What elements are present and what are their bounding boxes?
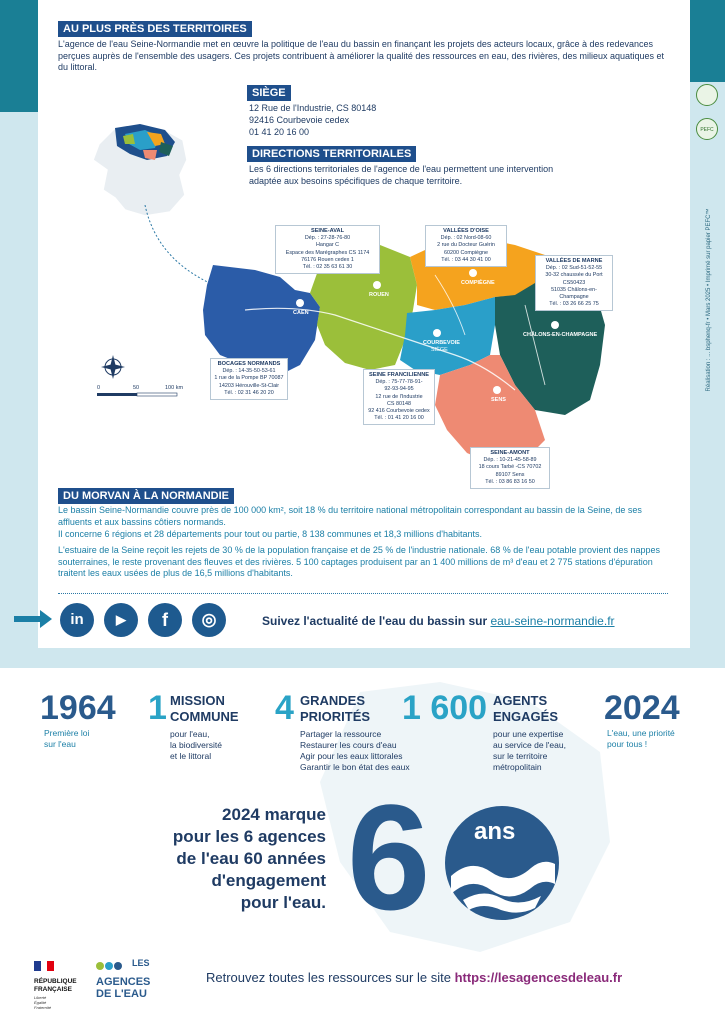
- territoires-title: AU PLUS PRÈS DES TERRITOIRES: [58, 21, 252, 37]
- anniversary-text: 2024 marque pour les 6 agences de l'eau 60 années d'engagement pour l'eau.: [172, 805, 326, 912]
- facebook-button[interactable]: [148, 603, 182, 637]
- territoires-text: L'agence de l'eau Seine-Normandie met en œuvre la politique de l'eau du bassin en finançant les projets des acteurs locaux, grâce à des redevances perçues auprès de l'ensemble des usagers. Ces projets contribuent à améliorer la qualité des ressources en eau, des rivières, des milieux aquatiques et du littoral.: [58, 39, 665, 72]
- label-logo-icon: [696, 84, 718, 106]
- drops-icon: [96, 961, 128, 971]
- stat-4-head-1: GRANDES: [300, 693, 366, 708]
- city-chalons: CHÂLONS-EN-CHAMPAGNE: [523, 332, 598, 338]
- stat-1-head-2: COMMUNE: [170, 709, 239, 724]
- morvan-title: DU MORVAN À LA NORMANDIE: [58, 488, 234, 504]
- stat-1964-sub: Première loi sur l'eau: [44, 728, 90, 749]
- city-courbevoie: COURBEVOIE: [423, 340, 460, 346]
- basin-map: [95, 215, 615, 485]
- map-scale-0: 0: [97, 385, 101, 391]
- teal-accent-left: [0, 0, 38, 112]
- youtube-icon: ▶: [116, 612, 126, 627]
- footer-text: Retrouvez toutes les ressources sur le site https://lesagencesdeleau.fr: [206, 970, 623, 985]
- city-compiegne: COMPIÈGNE: [461, 280, 495, 286]
- city-caen: CAEN: [293, 310, 309, 316]
- map-scale-100: 100 km: [165, 385, 184, 391]
- box-seine-aval: SEINE-AVAL Dép. : 27-28-76-80 Hangar C Espace des Marégraphes CS 1174 76176 Rouen cedex 1 Tél. : 02 35 63 61 30: [275, 225, 380, 274]
- sixty-six: 6: [347, 773, 431, 941]
- stat-4-sub: Partager la ressource Restaurer les cours d'eau Agir pour les eaux littorales Garantir le bon état des eaux: [300, 729, 410, 772]
- linkedin-icon: in: [70, 611, 84, 628]
- stat-1600-agents: 1 600: [402, 689, 488, 727]
- basin-website-link[interactable]: eau-seine-normandie.fr: [490, 614, 615, 628]
- stat-1-sub: pour l'eau, la biodiversité et le littoral: [170, 729, 222, 761]
- agences-website-link[interactable]: https://lesagencesdeleau.fr: [454, 970, 623, 985]
- directions-text: Les 6 directions territoriales de l'agence de l'eau permettent une intervention adaptée aux besoins spécifiques de chaque territoire.: [249, 164, 554, 186]
- arrow-right-icon: [14, 608, 54, 630]
- city-rouen: ROUEN: [369, 292, 389, 298]
- siege-phone: 01 41 20 16 00: [249, 127, 310, 137]
- morvan-text-1: Le bassin Seine-Normandie couvre près de 100 000 km², soit 18 % du territoire national métropolitain correspondant au bassin de la Seine, de ses affluents et aux bassins côtiers normands.: [58, 505, 642, 527]
- stat-1600-sub: pour une expertise au service de l'eau, sur le territoire métropolitain: [493, 729, 566, 772]
- siege-address-2: 92416 Courbevoie cedex: [249, 115, 350, 125]
- city-siege: SIÈGE: [431, 347, 448, 353]
- morvan-text-3: L'estuaire de la Seine reçoit les rejets de 30 % de la population française et de 25 % de l'industrie nationale. 68 % de l'eau potable provient des nappes souterraines, le reste provenant des fleuves et des rivières. 5 100 captages produisent par an 1 400 millions de m³ d'eau et 2 775 stations d'épuration traitent les eaux usées de plus de 16,5 millions d'habitants.: [58, 545, 661, 578]
- box-seine-amont: SEINE-AMONT Dép. : 10-21-45-58-89 18 cours Tarbé -CS 70702 89107 Sens Tél. : 03 86 83 16 50: [470, 447, 550, 489]
- siege-address-1: 12 Rue de l'Industrie, CS 80148: [249, 103, 377, 113]
- stat-1964: 1964: [40, 689, 116, 727]
- credits-vertical: Réalisation : ... bsphenq-fr • Mars 2025 • Imprimé sur papier PEFC™: [706, 208, 712, 392]
- pefc-logo-icon: PEFC: [696, 118, 718, 140]
- ans-label: ans: [474, 818, 516, 845]
- republique-logo: RÉPUBLIQUE FRANÇAISE Liberté Égalité Fraternité: [34, 958, 92, 1010]
- stat-1600-head-2: ENGAGÉS: [493, 709, 559, 724]
- instagram-icon: ◎: [201, 610, 217, 629]
- marianne-flag-icon: [34, 961, 54, 971]
- city-sens: SENS: [491, 397, 506, 403]
- stat-2024-sub: L'eau, une priorité pour tous !: [607, 728, 675, 749]
- section-divider: [58, 593, 668, 594]
- youtube-button[interactable]: [104, 603, 138, 637]
- directions-title: DIRECTIONS TERRITORIALES: [247, 146, 416, 162]
- stat-2024: 2024: [604, 689, 680, 727]
- morvan-text-2: Il concerne 6 régions et 28 départements pour tout ou partie, 8 138 communes et 18,3 millions d'habitants.: [58, 529, 482, 539]
- box-bocages-normands: BOCAGES NORMANDS Dép. : 14-35-50-53-61 1 rue de la Pompe BP 70087 14203 Hérouville-St-Clair Tél. : 02 31 46 20 20: [210, 358, 288, 400]
- stat-1-head-1: MISSION: [170, 693, 225, 708]
- linkedin-button[interactable]: [60, 603, 94, 637]
- map-scale-50: 50: [133, 385, 140, 391]
- teal-accent-right: [690, 0, 725, 82]
- stat-1600-head-1: AGENTS: [493, 693, 548, 708]
- box-vallees-oise: VALLÉES D'OISE Dép. : 02 Nord-08-60 2 rue du Docteur Guérin 60200 Compiègne Tél. : 03 44 30 41 00: [425, 225, 507, 267]
- instagram-button[interactable]: [192, 603, 226, 637]
- stat-4-head-2: PRIORITÉS: [300, 709, 371, 724]
- box-vallees-marne: VALLÉES DE MARNE Dép. : 02 Sud-51-52-55 30-32 chaussée du Port CS50423 51035 Châlons-en-Champagne Tél. : 03 26 66 25 75: [535, 255, 613, 311]
- facebook-icon: f: [162, 610, 168, 630]
- stat-1-mission: 1: [148, 689, 167, 727]
- box-seine-francilienne: SEINE FRANCILIENNE Dép. : 75-77-78-91- 92-93-94-95 12 rue de l'Industrie CS 80148 92 416 Courbevoie cedex Tél. : 01 41 20 16 00: [363, 369, 435, 425]
- stat-4-priorites: 4: [275, 689, 294, 727]
- siege-title: SIÈGE: [247, 85, 291, 101]
- social-follow-text: Suivez l'actualité de l'eau du bassin sur eau-seine-normandie.fr: [262, 614, 615, 628]
- agences-logo: LES AGENCES DE L'EAU: [96, 958, 151, 1000]
